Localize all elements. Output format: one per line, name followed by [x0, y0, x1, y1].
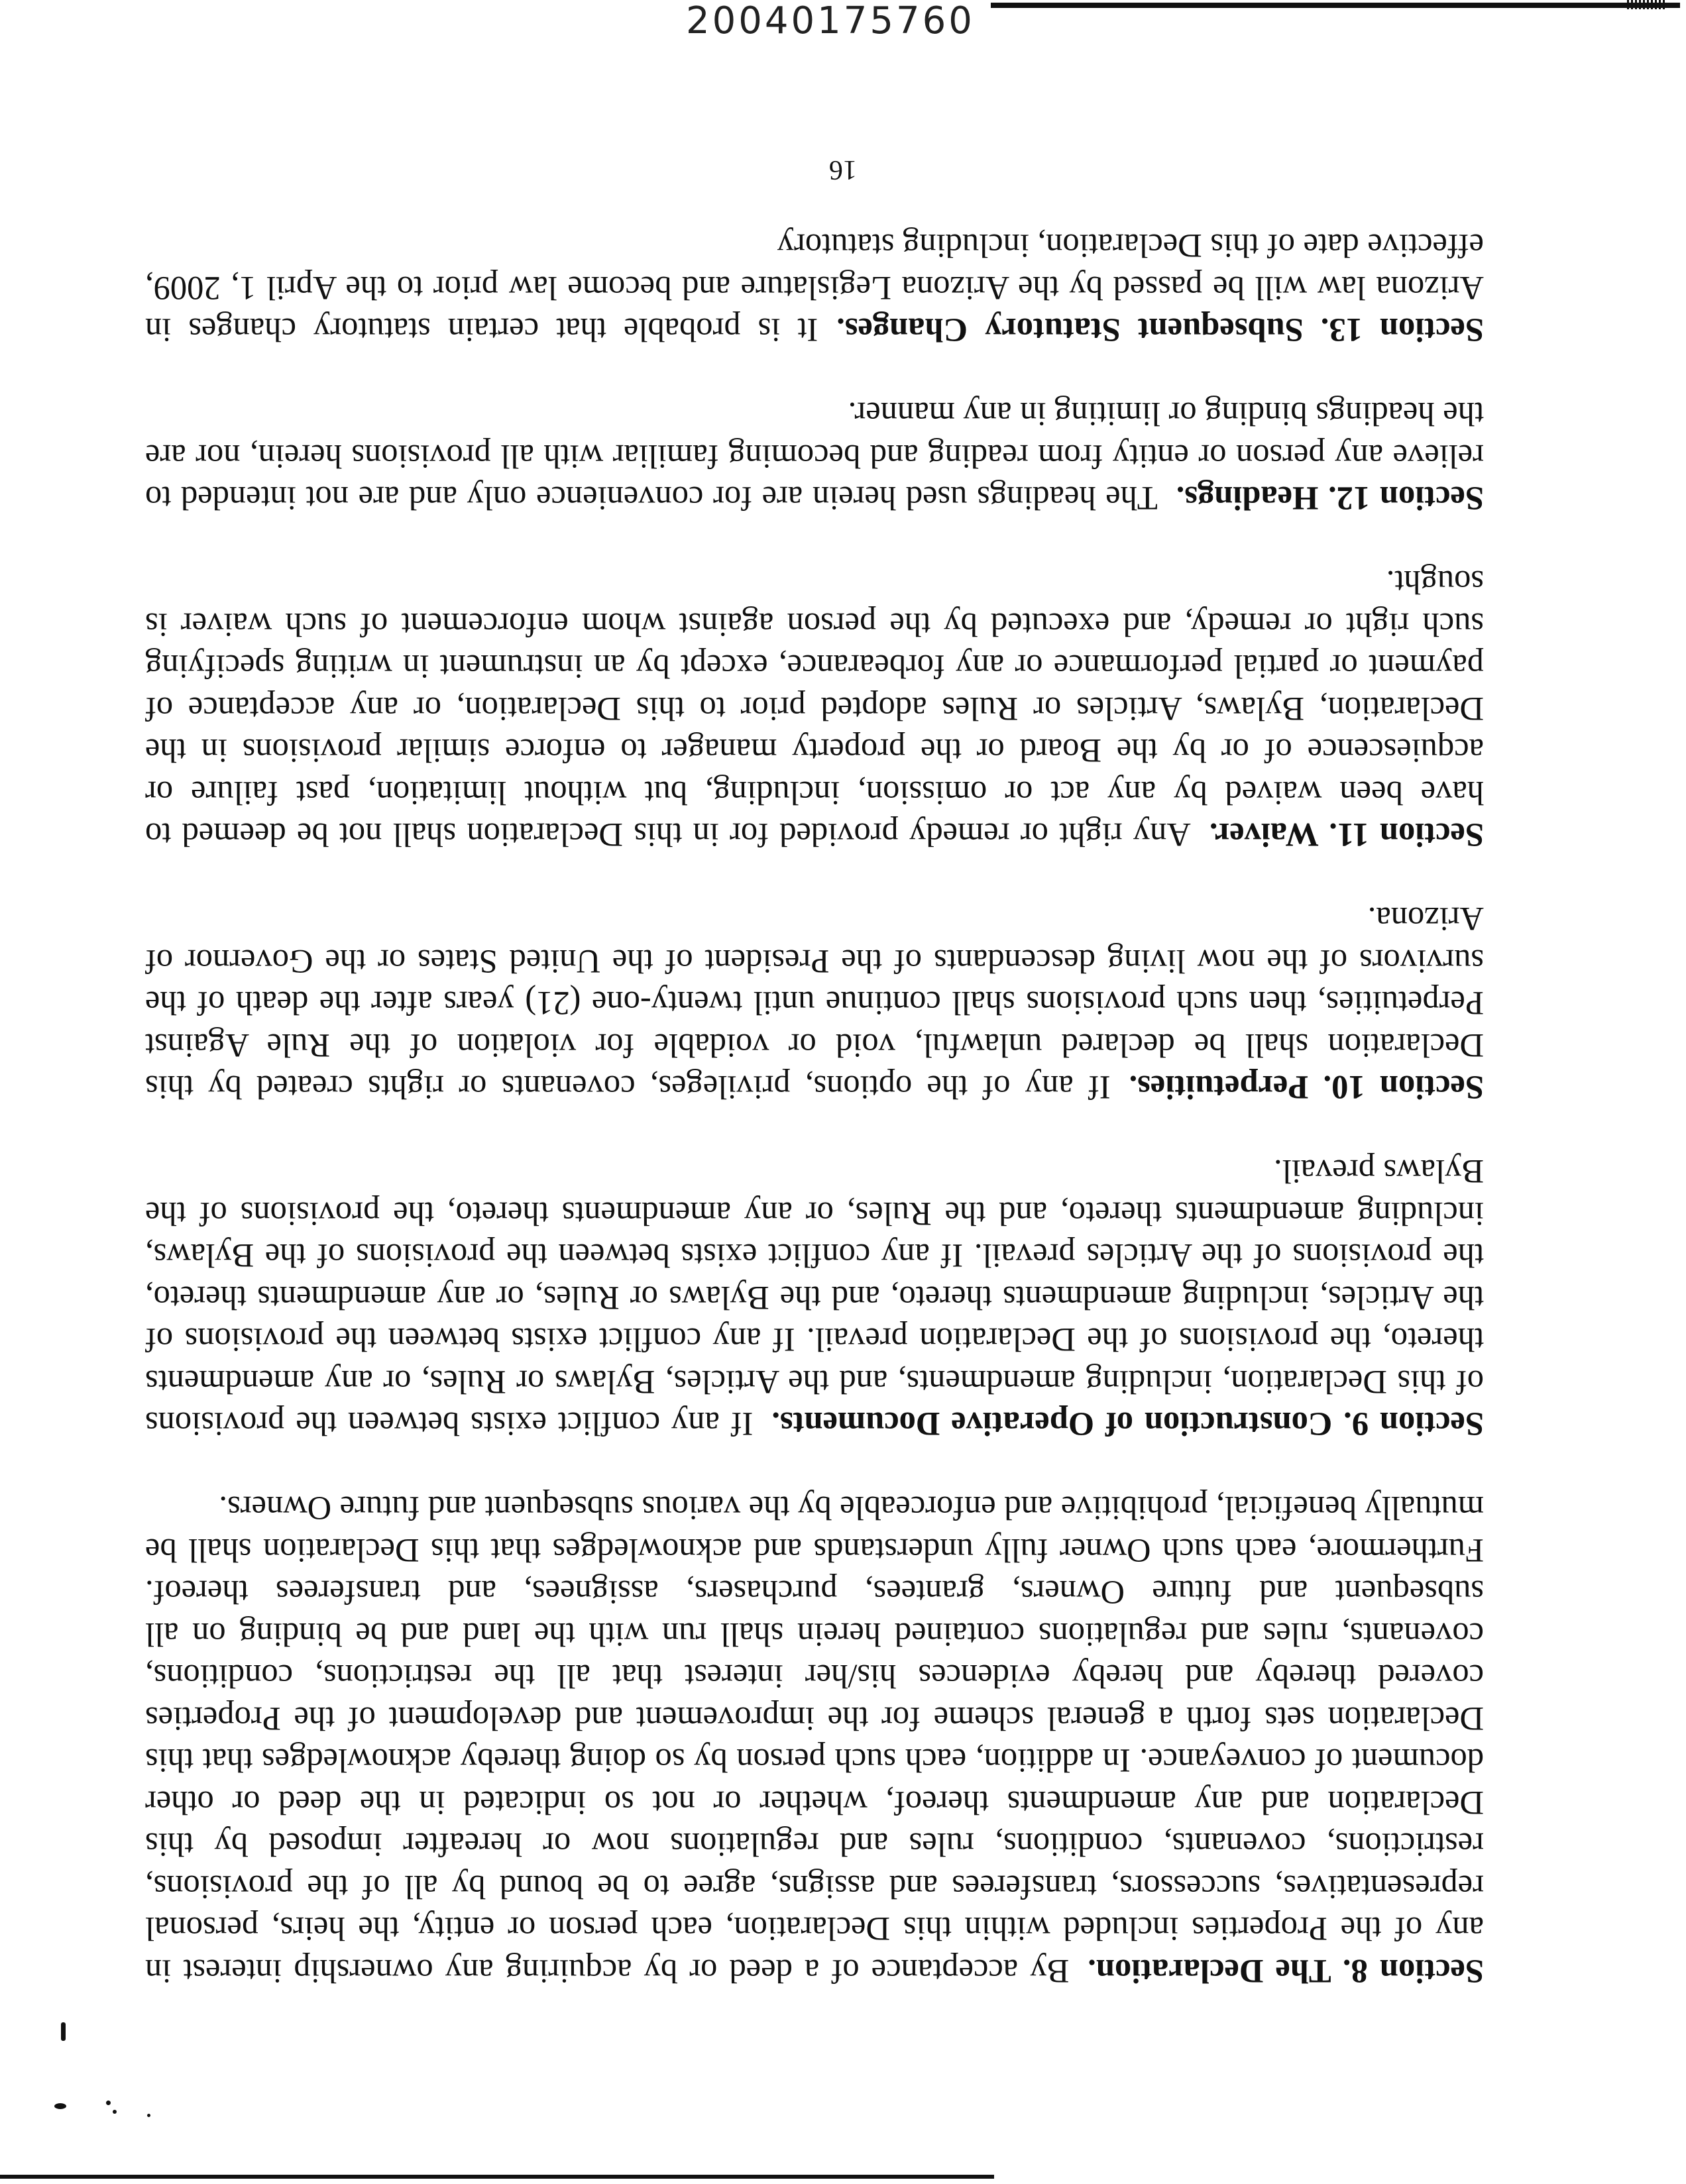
- bottom-rule: [0, 2175, 994, 2179]
- scan-speck: [61, 2022, 66, 2041]
- section-text: It is probable that certain statutory changes in Arizona law will be passed by the Arizona Legislature and become law prior to the April 1, 2009, effective date of this Declaration, including statutory: [145, 227, 1484, 349]
- section-10: [145, 898, 1484, 1109]
- scan-speck: [147, 2114, 150, 2117]
- section-13: [145, 225, 1484, 351]
- document-number: 20040175760: [686, 0, 975, 42]
- scan-speck: [54, 2103, 66, 2109]
- section-heading: Section 11. Waiver.: [1209, 816, 1484, 854]
- section-text: Any right or remedy provided for in this Declaration shall not be deemed to have been waived by any act or omission, including, but without limitation, past failure or acquiescence of or by the Board or the property manager to enforce similar provisions in the Declaration, Bylaws, Articles or Rules adopted prior to this Declaration, or any acceptance of payment or partial performance or any forbearance, except by an instrument in writing specifying such right or remedy, and executed by the person against whom enforcement of such waiver is sought.: [145, 564, 1484, 854]
- scan-speck: [106, 2101, 111, 2105]
- section-heading: Section 13. Subsequent Statutory Changes.: [836, 311, 1484, 349]
- section-8: [145, 1487, 1484, 1992]
- section-heading: Section 9. Construction of Operative Documents.: [771, 1405, 1484, 1443]
- section-11: [145, 561, 1484, 856]
- section-heading: Section 8. The Declaration.: [1088, 1953, 1484, 1990]
- section-12: [145, 393, 1484, 519]
- section-text: The headings used herein are for convenience only and are not intended to relieve any person or entity from reading and becoming familiar with all provisions herein, nor are the headings binding or limiting in any manner.: [145, 396, 1484, 518]
- section-heading: Section 12. Headings.: [1176, 480, 1484, 518]
- page-body: [145, 183, 1484, 1993]
- section-heading: Section 10. Perpetuities.: [1129, 1069, 1484, 1107]
- section-text: If any of the options, privileges, covenants or rights created by this Declaration shall be declared unlawful, void or voidable for violation of the Rule Against Perpetuities, then such provisions shall continue until twenty-one (21) years after the death of the survivors of the now living descendants of the President of the United States or the Governor of Arizona.: [145, 901, 1484, 1107]
- section-text: By acceptance of a deed or by acquiring any ownership interest in any of the Properties included within this Declaration, each person or entity, the heirs, personal representatives, successors, transferees and assigns, agree to be bound by all of the provisions, restrictions, covenants, conditions, rules and regulations now or hereafter imposed by this Declaration and any amendments thereof, whether or not so indicated in the deed or other document of conveyance. In addition, each such person by so doing thereby acknowledges that this Declaration sets forth a general scheme for the improvement and development of the Properties covered thereby and hereby evidences his/her interest that all the restrictions, conditions, covenants, rules and regulations contained herein shall run with the land and be binding on all subsequent and future Owners, grantees, purchasers, assignees, and transferees thereof. Furthermore, each such Owner fully understands and acknowledges that this Declaration shall be mutually beneficial, prohibitive and enforceable by the various subsequent and future Owners.: [145, 1490, 1484, 1990]
- scan-speck: [113, 2110, 117, 2114]
- section-text: If any conflict exists between the provisions of this Declaration, including amendments, and the Articles, Bylaws or Rules, or any amendments thereto, the provisions of the Declaration prevail. If any conflict exists between the provisions of the Articles, including amendments thereto, and the Bylaws or Rules, or any amendments thereto, the provisions of the Articles prevail. If any conflict exists between the provisions of the Bylaws, including amendments thereto, and the Rules, or any amendments thereto, the provisions of the Bylaws prevail.: [144, 1153, 1484, 1443]
- page-number: 16: [829, 154, 857, 185]
- section-9: [145, 1150, 1484, 1445]
